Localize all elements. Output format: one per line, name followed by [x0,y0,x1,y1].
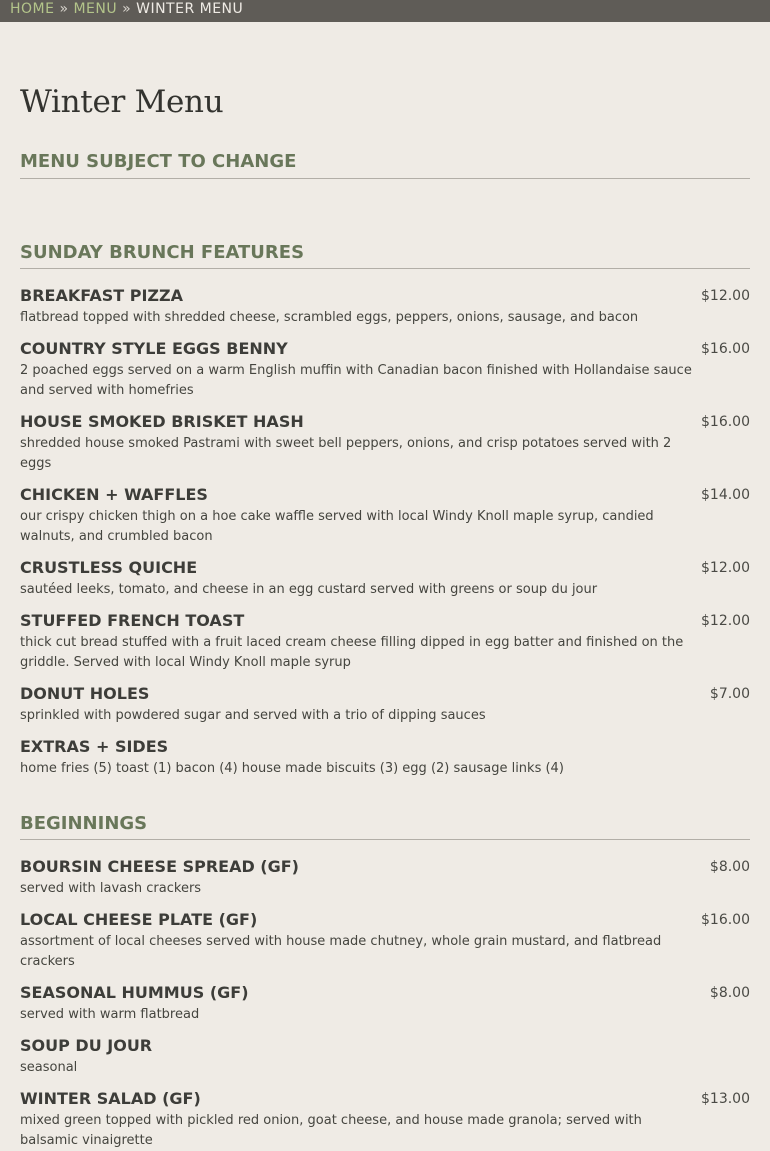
item-name: SOUP DU JOUR [20,1036,153,1055]
menu-item [20,486,750,547]
item-name: STUFFED FRENCH TOAST [20,611,245,630]
item-description: 2 poached eggs served on a warm English muffin with Canadian bacon finished with Hollandaise sauce and served with homefries [20,363,692,398]
section-title: BEGINNINGS [20,813,750,840]
item-name: BOURSIN CHEESE SPREAD (GF) [20,857,299,876]
item-description: sautéed leeks, tomato, and cheese in an egg custard served with greens or soup du jour [20,582,598,597]
item-description: thick cut bread stuffed with a fruit laced cream cheese filling dipped in egg batter and finished on the griddle. Served with local Windy Knoll maple syrup [20,635,684,670]
menu-item [20,559,750,600]
menu-notice: MENU SUBJECT TO CHANGE [20,151,750,179]
breadcrumb-menu-link[interactable]: MENU [73,1,118,17]
breadcrumb-separator: » [122,1,132,17]
main-content [0,22,770,1151]
breadcrumb-current: WINTER MENU [136,1,244,17]
item-description: shredded house smoked Pastrami with sweet bell peppers, onions, and crisp potatoes served with 2 eggs [20,436,672,471]
item-price: $16.00 [701,414,750,430]
item-price: $13.00 [701,1091,750,1107]
item-description: mixed green topped with pickled red onion, goat cheese, and house made granola; served with balsamic vinaigrette [20,1113,642,1148]
item-description: seasonal [20,1060,78,1075]
menu-item [20,858,750,899]
breadcrumb-separator: » [59,1,69,17]
menu-item [20,287,750,328]
item-price: $8.00 [709,859,750,875]
menu-item [20,413,750,474]
item-name: CHICKEN + WAFFLES [20,485,208,504]
item-description: served with lavash crackers [20,881,202,896]
item-description: our crispy chicken thigh on a hoe cake waffle served with local Windy Knoll maple syrup, candied walnuts, and crumbled bacon [20,509,654,544]
breadcrumb [0,0,770,22]
menu-item-list [20,858,750,1151]
breadcrumb-home-link[interactable]: HOME [10,1,55,17]
page-title: Winter Menu [20,84,224,120]
item-description: served with warm flatbread [20,1007,200,1022]
item-price: $7.00 [709,686,750,702]
item-name: WINTER SALAD (GF) [20,1089,201,1108]
item-name: EXTRAS + SIDES [20,737,169,756]
section-beginnings [20,813,750,1151]
item-price: $8.00 [709,985,750,1001]
menu-item [20,984,750,1025]
section-sunday-brunch [20,242,750,779]
item-name: DONUT HOLES [20,684,150,703]
item-price: $12.00 [701,288,750,304]
item-price: $16.00 [701,912,750,928]
menu-item-list [20,287,750,779]
item-name: CRUSTLESS QUICHE [20,558,198,577]
item-name: LOCAL CHEESE PLATE (GF) [20,910,258,929]
item-name: HOUSE SMOKED BRISKET HASH [20,412,304,431]
menu-item [20,738,750,779]
section-title: SUNDAY BRUNCH FEATURES [20,242,750,269]
item-name: BREAKFAST PIZZA [20,286,183,305]
menu-item [20,340,750,401]
menu-item [20,612,750,673]
item-name: COUNTRY STYLE EGGS BENNY [20,339,288,358]
item-price: $12.00 [701,613,750,629]
item-name: SEASONAL HUMMUS (GF) [20,983,249,1002]
item-price: $14.00 [701,487,750,503]
menu-item [20,685,750,726]
item-price: $16.00 [701,341,750,357]
menu-item [20,1090,750,1151]
item-price: $12.00 [701,560,750,576]
item-description: flatbread topped with shredded cheese, scrambled eggs, peppers, onions, sausage, and bacon [20,310,639,325]
menu-item [20,911,750,972]
menu-item [20,1037,750,1078]
menu-notice-block [20,151,750,179]
item-description: assortment of local cheeses served with house made chutney, whole grain mustard, and flatbread crackers [20,934,662,969]
item-description: home fries (5) toast (1) bacon (4) house made biscuits (3) egg (2) sausage links (4) [20,761,564,776]
item-description: sprinkled with powdered sugar and served with a trio of dipping sauces [20,708,486,723]
